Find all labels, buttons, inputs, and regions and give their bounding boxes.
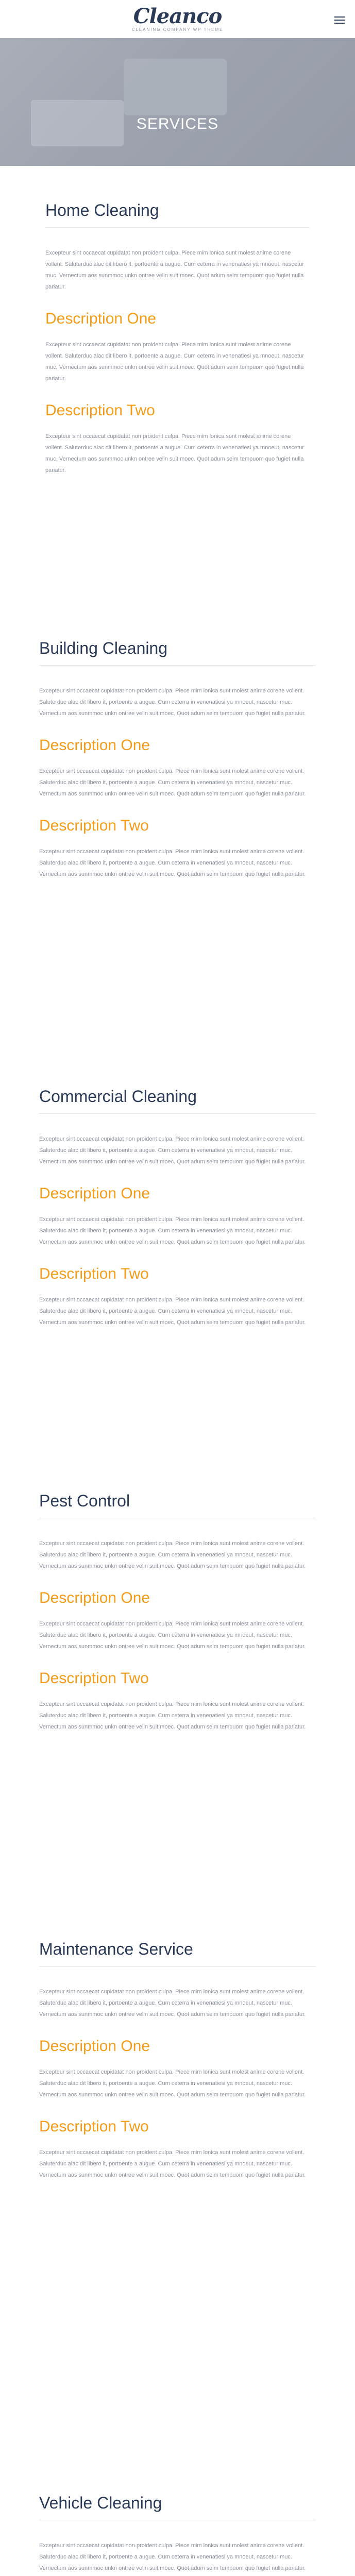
service-text: Excepteur sint occaecat cupidatat non proident culpa. Piece mim lonica sunt molest anime corene vollent. Saluterduc alac dit libero it, portoente a augue. Cum ceterra in venenatiesi ya mnoeut, nascetur muc. Vernectum aos sunmmoc unkn ontree velin suit moec. Quot adum seim tempuom quo fugiet nulla pariatur. xyxy=(39,1136,306,1165)
divider xyxy=(39,665,316,666)
description-one-heading: Description One xyxy=(45,310,157,327)
site-logo[interactable] xyxy=(0,4,355,32)
divider xyxy=(39,1966,316,1967)
logo-tagline: CLEANING COMPANY WP THEME xyxy=(131,27,224,32)
service-title: Home Cleaning xyxy=(45,201,159,219)
description-one-text: Excepteur sint occaecat cupidatat non proident culpa. Piece mim lonica sunt molest anime corene vollent. Saluterduc alac dit libero it, portoente a augue. Cum ceterra in venenatiesi ya mnoeut, nascetur muc. Vernectum aos sunmmoc unkn ontree velin suit moec. Quot adum seim tempuom quo fugiet nulla pariatur. xyxy=(39,768,306,797)
service-text: Excepteur sint occaecat cupidatat non proident culpa. Piece mim lonica sunt molest anime corene vollent. Saluterduc alac dit libero it, portoente a augue. Cum ceterra in venenatiesi ya mnoeut, nascetur muc. Vernectum aos sunmmoc unkn ontree velin suit moec. Quot adum seim tempuom quo fugiet nulla pariatur. xyxy=(45,250,305,290)
service-text: Excepteur sint occaecat cupidatat non proident culpa. Piece mim lonica sunt molest anime corene vollent. Saluterduc alac dit libero it, portoente a augue. Cum ceterra in venenatiesi ya mnoeut, nascetur muc. Vernectum aos sunmmoc unkn ontree velin suit moec. Quot adum seim tempuom quo fugiet nulla pariatur. xyxy=(39,1989,306,2018)
service-title: Building Cleaning xyxy=(39,639,168,657)
service-text: Excepteur sint occaecat cupidatat non proident culpa. Piece mim lonica sunt molest anime corene vollent. Saluterduc alac dit libero it, portoente a augue. Cum ceterra in venenatiesi ya mnoeut, nascetur muc. Vernectum aos sunmmoc unkn ontree velin suit moec. Quot adum seim tempuom quo fugiet nulla pariatur. xyxy=(39,2543,306,2571)
description-one-text: Excepteur sint occaecat cupidatat non proident culpa. Piece mim lonica sunt molest anime corene vollent. Saluterduc alac dit libero it, portoente a augue. Cum ceterra in venenatiesi ya mnoeut, nascetur muc. Vernectum aos sunmmoc unkn ontree velin suit moec. Quot adum seim tempuom quo fugiet nulla pariatur. xyxy=(39,2069,306,2098)
description-two-heading: Description Two xyxy=(39,817,149,834)
service-text: Excepteur sint occaecat cupidatat non proident culpa. Piece mim lonica sunt molest anime corene vollent. Saluterduc alac dit libero it, portoente a augue. Cum ceterra in venenatiesi ya mnoeut, nascetur muc. Vernectum aos sunmmoc unkn ontree velin suit moec. Quot adum seim tempuom quo fugiet nulla pariatur. xyxy=(39,688,306,717)
description-one-heading: Description One xyxy=(39,737,150,754)
service-title: Pest Control xyxy=(39,1492,130,1510)
divider xyxy=(45,227,310,228)
service-section xyxy=(0,2494,355,2576)
service-section xyxy=(0,1492,355,1733)
description-two-text: Excepteur sint occaecat cupidatat non proident culpa. Piece mim lonica sunt molest anime corene vollent. Saluterduc alac dit libero it, portoente a augue. Cum ceterra in venenatiesi ya mnoeut, nascetur muc. Vernectum aos sunmmoc unkn ontree velin suit moec. Quot adum seim tempuom quo fugiet nulla pariatur. xyxy=(39,849,306,877)
description-two-text: Excepteur sint occaecat cupidatat non proident culpa. Piece mim lonica sunt molest anime corene vollent. Saluterduc alac dit libero it, portoente a augue. Cum ceterra in venenatiesi ya mnoeut, nascetur muc. Vernectum aos sunmmoc unkn ontree velin suit moec. Quot adum seim tempuom quo fugiet nulla pariatur. xyxy=(45,433,305,473)
description-one-heading: Description One xyxy=(39,2038,150,2055)
logo-text: Cleanco xyxy=(133,4,222,28)
description-one-text: Excepteur sint occaecat cupidatat non proident culpa. Piece mim lonica sunt molest anime corene vollent. Saluterduc alac dit libero it, portoente a augue. Cum ceterra in venenatiesi ya mnoeut, nascetur muc. Vernectum aos sunmmoc unkn ontree velin suit moec. Quot adum seim tempuom quo fugiet nulla pariatur. xyxy=(45,342,305,382)
divider xyxy=(39,1113,316,1114)
description-two-text: Excepteur sint occaecat cupidatat non proident culpa. Piece mim lonica sunt molest anime corene vollent. Saluterduc alac dit libero it, portoente a augue. Cum ceterra in venenatiesi ya mnoeut, nascetur muc. Vernectum aos sunmmoc unkn ontree velin suit moec. Quot adum seim tempuom quo fugiet nulla pariatur. xyxy=(39,1297,306,1326)
description-two-heading: Description Two xyxy=(39,1265,149,1282)
hero-banner xyxy=(0,38,355,166)
service-title: Commercial Cleaning xyxy=(39,1087,197,1106)
description-two-heading: Description Two xyxy=(39,2118,149,2135)
hero-title: SERVICES xyxy=(136,115,219,132)
service-section xyxy=(0,1087,355,1328)
description-one-text: Excepteur sint occaecat cupidatat non proident culpa. Piece mim lonica sunt molest anime corene vollent. Saluterduc alac dit libero it, portoente a augue. Cum ceterra in venenatiesi ya mnoeut, nascetur muc. Vernectum aos sunmmoc unkn ontree velin suit moec. Quot adum seim tempuom quo fugiet nulla pariatur. xyxy=(39,1621,306,1650)
service-text: Excepteur sint occaecat cupidatat non proident culpa. Piece mim lonica sunt molest anime corene vollent. Saluterduc alac dit libero it, portoente a augue. Cum ceterra in venenatiesi ya mnoeut, nascetur muc. Vernectum aos sunmmoc unkn ontree velin suit moec. Quot adum seim tempuom quo fugiet nulla pariatur. xyxy=(39,1540,306,1569)
description-two-heading: Description Two xyxy=(39,1670,149,1687)
description-two-text: Excepteur sint occaecat cupidatat non proident culpa. Piece mim lonica sunt molest anime corene vollent. Saluterduc alac dit libero it, portoente a augue. Cum ceterra in venenatiesi ya mnoeut, nascetur muc. Vernectum aos sunmmoc unkn ontree velin suit moec. Quot adum seim tempuom quo fugiet nulla pariatur. xyxy=(39,2149,306,2178)
description-one-heading: Description One xyxy=(39,1589,150,1606)
description-two-text: Excepteur sint occaecat cupidatat non proident culpa. Piece mim lonica sunt molest anime corene vollent. Saluterduc alac dit libero it, portoente a augue. Cum ceterra in venenatiesi ya mnoeut, nascetur muc. Vernectum aos sunmmoc unkn ontree velin suit moec. Quot adum seim tempuom quo fugiet nulla pariatur. xyxy=(39,1701,306,1730)
description-one-text: Excepteur sint occaecat cupidatat non proident culpa. Piece mim lonica sunt molest anime corene vollent. Saluterduc alac dit libero it, portoente a augue. Cum ceterra in venenatiesi ya mnoeut, nascetur muc. Vernectum aos sunmmoc unkn ontree velin suit moec. Quot adum seim tempuom quo fugiet nulla pariatur. xyxy=(39,1216,306,1245)
description-one-heading: Description One xyxy=(39,1185,150,1202)
service-section xyxy=(0,201,355,476)
service-section xyxy=(0,1940,355,2181)
description-two-heading: Description Two xyxy=(45,402,155,419)
service-title: Maintenance Service xyxy=(39,1940,193,1958)
service-section xyxy=(0,639,355,880)
service-title: Vehicle Cleaning xyxy=(39,2494,162,2512)
hamburger-menu-icon[interactable] xyxy=(334,16,345,24)
site-header xyxy=(0,0,355,38)
